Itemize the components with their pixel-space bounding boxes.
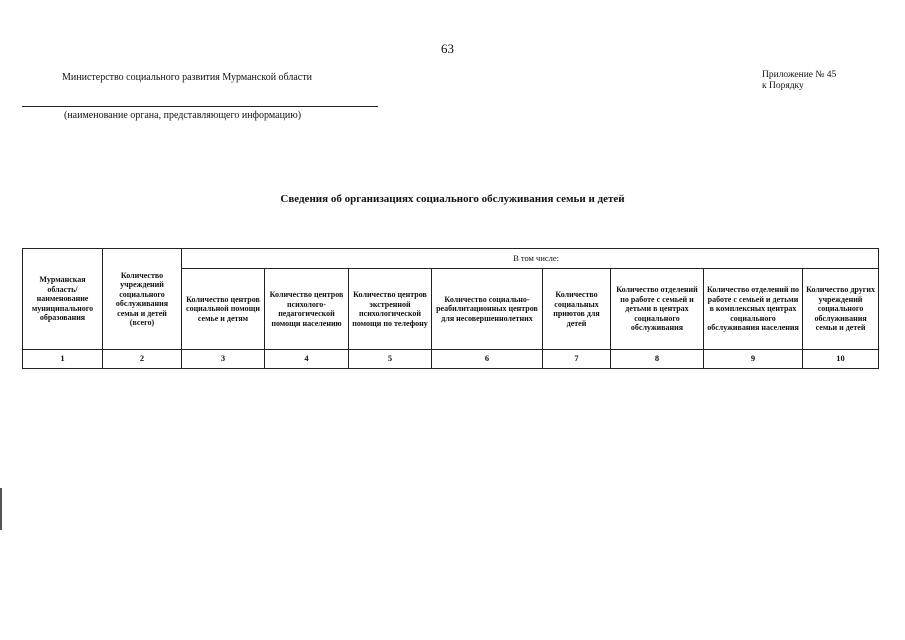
col-number: 1: [23, 350, 103, 369]
col-number: 7: [543, 350, 611, 369]
header-region: Мурманская область/ наименование муниципального образования: [23, 249, 103, 350]
header-including-label: В том числе:: [513, 252, 560, 263]
header-col-4: Количество центров психолого-педагогической помощи населению: [265, 269, 349, 350]
col-number: 3: [182, 350, 265, 369]
signature-line: [22, 106, 378, 107]
page-number: 63: [441, 41, 454, 56]
appendix-reference: [762, 70, 836, 92]
col-number: 4: [265, 350, 349, 369]
table-number-row: [23, 350, 879, 369]
document-title: Сведения об организациях социального обслуживания семьи и детей: [280, 193, 625, 205]
header-col-8: Количество отделений по работе с семьей и детьми в центрах социального обслуживания: [611, 269, 704, 350]
report-table: [22, 248, 879, 369]
col-number: 6: [432, 350, 543, 369]
header-col-3: Количество центров социальной помощи семье и детям: [182, 269, 265, 350]
ministry-name: Министерство социального развития Мурманской области: [62, 72, 312, 83]
header-col-9: Количество отделений по работе с семьей и детьми в комплексных центрах социального обслуживания населения: [704, 269, 803, 350]
org-caption: (наименование органа, представляющего информацию): [64, 110, 302, 121]
header-col-7: Количество социальных приютов для детей: [543, 269, 611, 350]
header-total: Количество учреждений социального обслуживания семьи и детей (всего): [103, 249, 182, 350]
header-col-5: Количество центров экстренной психологической помощи по телефону: [349, 269, 432, 350]
appendix-line-2: к Порядку: [762, 81, 804, 91]
header-col-10: Количество других учреждений социального обслуживания семьи и детей: [803, 269, 879, 350]
header-col-6: Количество социально-реабилитационных центров для несовершеннолетних: [432, 269, 543, 350]
header-including: [182, 249, 879, 269]
table-header-row-1: [23, 249, 879, 269]
scan-margin-mark: [0, 488, 2, 530]
appendix-line-1: Приложение № 45: [762, 70, 837, 80]
col-number: 8: [611, 350, 704, 369]
col-number: 2: [103, 350, 182, 369]
col-number: 10: [803, 350, 879, 369]
col-number: 5: [349, 350, 432, 369]
col-number: 9: [704, 350, 803, 369]
